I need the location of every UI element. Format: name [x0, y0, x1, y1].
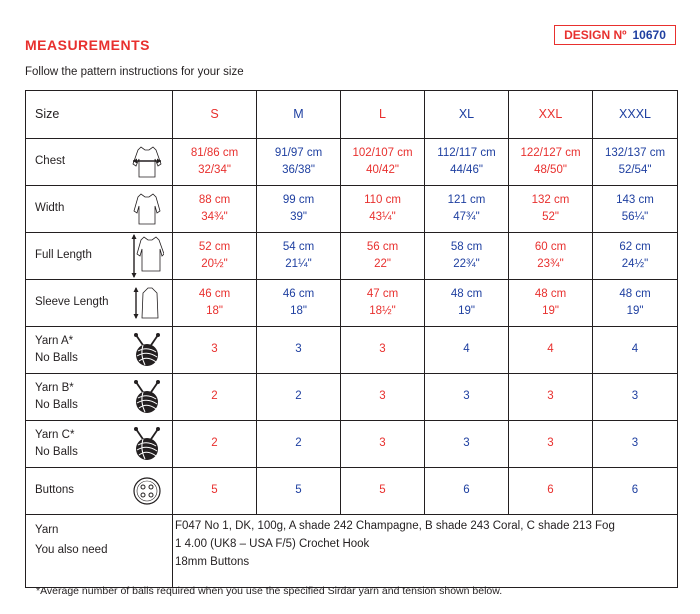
value-line: 40/42" — [366, 164, 399, 176]
size-label: Size — [35, 107, 60, 122]
table-row — [26, 421, 678, 468]
table-row — [26, 374, 678, 421]
value-cell — [425, 468, 509, 515]
value-cell — [257, 139, 341, 186]
size-header-xl — [425, 91, 509, 139]
row-label — [35, 333, 78, 366]
value-line: 52/54" — [618, 164, 652, 176]
info-detail: 1 4.00 (UK8 – USA F/5) Crochet Hook — [175, 537, 370, 550]
value-line: 56 cm — [366, 240, 399, 253]
value-cell — [509, 280, 593, 327]
row-label — [35, 482, 74, 499]
info-detail: 18mm Buttons — [175, 555, 250, 568]
length-measure-icon — [130, 238, 164, 274]
value-line: 3 — [295, 343, 302, 356]
size-label: S — [210, 107, 219, 122]
value-cell — [425, 139, 509, 186]
value-cell — [173, 186, 257, 233]
value-line: 6 — [547, 484, 554, 497]
value-cell — [341, 139, 425, 186]
info-label: Yarn — [35, 524, 59, 536]
value-line: 91/97 cm — [274, 146, 323, 159]
value-line: 3 — [631, 437, 639, 450]
value-line: 3 — [547, 390, 554, 403]
value-line: 43¼" — [369, 211, 396, 223]
row-label-cell — [26, 374, 173, 421]
value-line: 5 — [295, 484, 302, 497]
design-label: DESIGN Nº — [564, 28, 627, 42]
row-label — [35, 200, 64, 217]
value-cell — [509, 233, 593, 280]
value-cell — [341, 233, 425, 280]
yarn-ball-icon — [130, 379, 164, 415]
row-label-line: Full Length — [35, 249, 92, 262]
value-line: 6 — [631, 484, 639, 497]
value-line: 88 cm — [198, 193, 231, 206]
row-label-line: Yarn B* — [35, 382, 74, 395]
value-cell — [257, 280, 341, 327]
value-line: 81/86 cm — [190, 146, 239, 159]
value-cell — [593, 468, 678, 515]
value-cell — [593, 186, 678, 233]
value-line: 46 cm — [198, 287, 231, 300]
table-row — [26, 280, 678, 327]
value-cell — [425, 280, 509, 327]
row-label-cell — [26, 327, 173, 374]
value-line: 23¾" — [537, 258, 564, 270]
value-cell — [593, 374, 678, 421]
value-line: 110 cm — [364, 193, 401, 206]
size-label: XL — [458, 107, 475, 122]
table-row — [26, 186, 678, 233]
value-cell — [341, 186, 425, 233]
value-line: 48 cm — [450, 287, 483, 300]
measurements-table — [25, 90, 678, 588]
sleeve-measure-icon — [130, 285, 164, 321]
row-label — [35, 427, 78, 460]
row-label-cell — [26, 421, 173, 468]
value-line: 3 — [211, 343, 218, 356]
yarn-info-row — [26, 515, 678, 588]
value-cell — [593, 233, 678, 280]
width-measure-icon — [130, 191, 164, 227]
value-cell — [593, 327, 678, 374]
value-line: 4 — [547, 343, 554, 356]
value-cell — [425, 327, 509, 374]
row-label-line: Yarn C* — [35, 429, 75, 442]
value-line: 2 — [211, 437, 218, 450]
value-cell — [425, 186, 509, 233]
row-label — [35, 294, 109, 311]
value-line: 143 cm — [616, 193, 654, 206]
value-cell — [257, 468, 341, 515]
row-label — [35, 153, 65, 170]
size-label-cell — [26, 91, 173, 139]
row-label-line: Chest — [35, 155, 66, 168]
value-line: 62 cm — [619, 240, 651, 253]
yarn-info-details — [173, 515, 678, 588]
value-line: 2 — [295, 437, 302, 450]
value-line: 18" — [206, 305, 223, 317]
value-line: 5 — [379, 484, 386, 497]
size-header-xxl — [509, 91, 593, 139]
row-label-cell — [26, 139, 173, 186]
value-line: 122/127 cm — [520, 146, 581, 159]
size-label: M — [293, 107, 304, 122]
value-cell — [341, 374, 425, 421]
row-label-line: No Balls — [35, 445, 78, 458]
yarn-ball-icon — [130, 426, 164, 462]
row-label-cell — [26, 468, 173, 515]
row-label-cell — [26, 233, 173, 280]
value-line: 58 cm — [450, 240, 483, 253]
value-line: 32/34" — [198, 164, 231, 176]
value-cell — [341, 280, 425, 327]
page-title: MEASUREMENTS — [25, 37, 151, 53]
row-label-line: Width — [35, 202, 65, 215]
row-label — [35, 247, 92, 264]
row-label-line: Yarn A* — [35, 335, 74, 348]
value-line: 44/46" — [450, 164, 483, 176]
footnote: *Average number of balls required when you use the specified Sirdar yarn and tension shown below. — [36, 585, 503, 597]
value-cell — [509, 374, 593, 421]
design-number-box — [554, 25, 676, 45]
value-cell — [173, 280, 257, 327]
value-line: 20½" — [201, 258, 228, 270]
yarn-ball-icon — [130, 332, 164, 368]
value-line: 3 — [463, 437, 470, 450]
value-line: 46 cm — [282, 287, 315, 300]
value-cell — [509, 421, 593, 468]
size-label: XXL — [538, 107, 563, 122]
table-row — [26, 327, 678, 374]
value-cell — [173, 468, 257, 515]
value-line: 132 cm — [531, 193, 570, 206]
size-label: L — [379, 107, 386, 122]
value-line: 3 — [463, 390, 470, 403]
design-number: 10670 — [632, 28, 666, 42]
size-header-m — [257, 91, 341, 139]
size-header-row — [26, 91, 678, 139]
value-cell — [173, 421, 257, 468]
value-line: 4 — [631, 343, 639, 356]
value-line: 99 cm — [282, 193, 315, 206]
value-line: 3 — [631, 390, 639, 403]
value-cell — [509, 468, 593, 515]
value-line: 5 — [211, 484, 218, 497]
value-cell — [173, 139, 257, 186]
value-line: 18½" — [369, 305, 396, 317]
value-cell — [341, 327, 425, 374]
value-line: 121 cm — [447, 193, 486, 206]
instructions-text: Follow the pattern instructions for your size — [25, 66, 244, 78]
chest-measure-icon — [130, 144, 164, 180]
value-line: 19" — [458, 305, 475, 317]
value-line: 4 — [463, 343, 470, 356]
value-line: 2 — [295, 390, 302, 403]
table-row — [26, 233, 678, 280]
value-cell — [257, 186, 341, 233]
value-line: 102/107 cm — [352, 146, 413, 159]
value-cell — [425, 233, 509, 280]
value-line: 24½" — [621, 258, 649, 270]
value-line: 47 cm — [366, 287, 399, 300]
value-line: 39" — [290, 211, 307, 223]
value-cell — [509, 139, 593, 186]
value-line: 52" — [542, 211, 559, 223]
value-line: 21¼" — [285, 258, 312, 270]
value-line: 22" — [374, 258, 391, 270]
size-header-l — [341, 91, 425, 139]
value-line: 19" — [542, 305, 559, 317]
value-line: 3 — [379, 343, 386, 356]
value-line: 132/137 cm — [604, 146, 666, 159]
row-label-line: No Balls — [35, 398, 78, 411]
row-label-line: Buttons — [35, 484, 74, 497]
value-line: 2 — [211, 390, 218, 403]
row-label-line: Sleeve Length — [35, 296, 109, 309]
value-cell — [593, 421, 678, 468]
value-line: 3 — [547, 437, 554, 450]
value-cell — [257, 233, 341, 280]
value-line: 22¾" — [453, 258, 480, 270]
value-cell — [173, 374, 257, 421]
value-line: 19" — [626, 305, 644, 317]
value-line: 3 — [379, 437, 386, 450]
value-line: 112/117 cm — [437, 146, 496, 159]
value-cell — [257, 374, 341, 421]
value-line: 52 cm — [198, 240, 231, 253]
value-cell — [341, 468, 425, 515]
value-line: 48/50" — [534, 164, 567, 176]
info-label: You also need — [35, 544, 108, 557]
value-cell — [593, 280, 678, 327]
table-row — [26, 139, 678, 186]
size-header-s — [173, 91, 257, 139]
value-line: 3 — [379, 390, 386, 403]
info-detail: F047 No 1, DK, 100g, A shade 242 Champagne, B shade 243 Coral, C shade 213 Fog — [175, 520, 615, 532]
value-cell — [173, 233, 257, 280]
value-cell — [173, 327, 257, 374]
value-line: 54 cm — [282, 240, 315, 253]
value-line: 34¾" — [201, 211, 228, 223]
table-row — [26, 468, 678, 515]
row-label — [35, 380, 78, 413]
row-label-cell — [26, 280, 173, 327]
value-cell — [593, 139, 678, 186]
value-cell — [509, 186, 593, 233]
value-line: 48 cm — [619, 287, 651, 300]
row-label-line: No Balls — [35, 351, 78, 364]
yarn-info-labels — [26, 515, 173, 588]
value-cell — [341, 421, 425, 468]
value-line: 18" — [290, 305, 307, 317]
size-label: XXXL — [619, 107, 651, 122]
value-line: 48 cm — [534, 287, 567, 300]
row-label-cell — [26, 186, 173, 233]
size-header-xxxl — [593, 91, 678, 139]
value-cell — [425, 421, 509, 468]
value-line: 36/38" — [282, 164, 315, 176]
value-cell — [425, 374, 509, 421]
value-cell — [257, 327, 341, 374]
value-cell — [257, 421, 341, 468]
value-line: 6 — [463, 484, 470, 497]
value-cell — [509, 327, 593, 374]
button-icon — [130, 473, 164, 509]
value-line: 47¾" — [453, 211, 480, 223]
value-line: 60 cm — [534, 240, 567, 253]
value-line: 56¼" — [621, 211, 649, 223]
